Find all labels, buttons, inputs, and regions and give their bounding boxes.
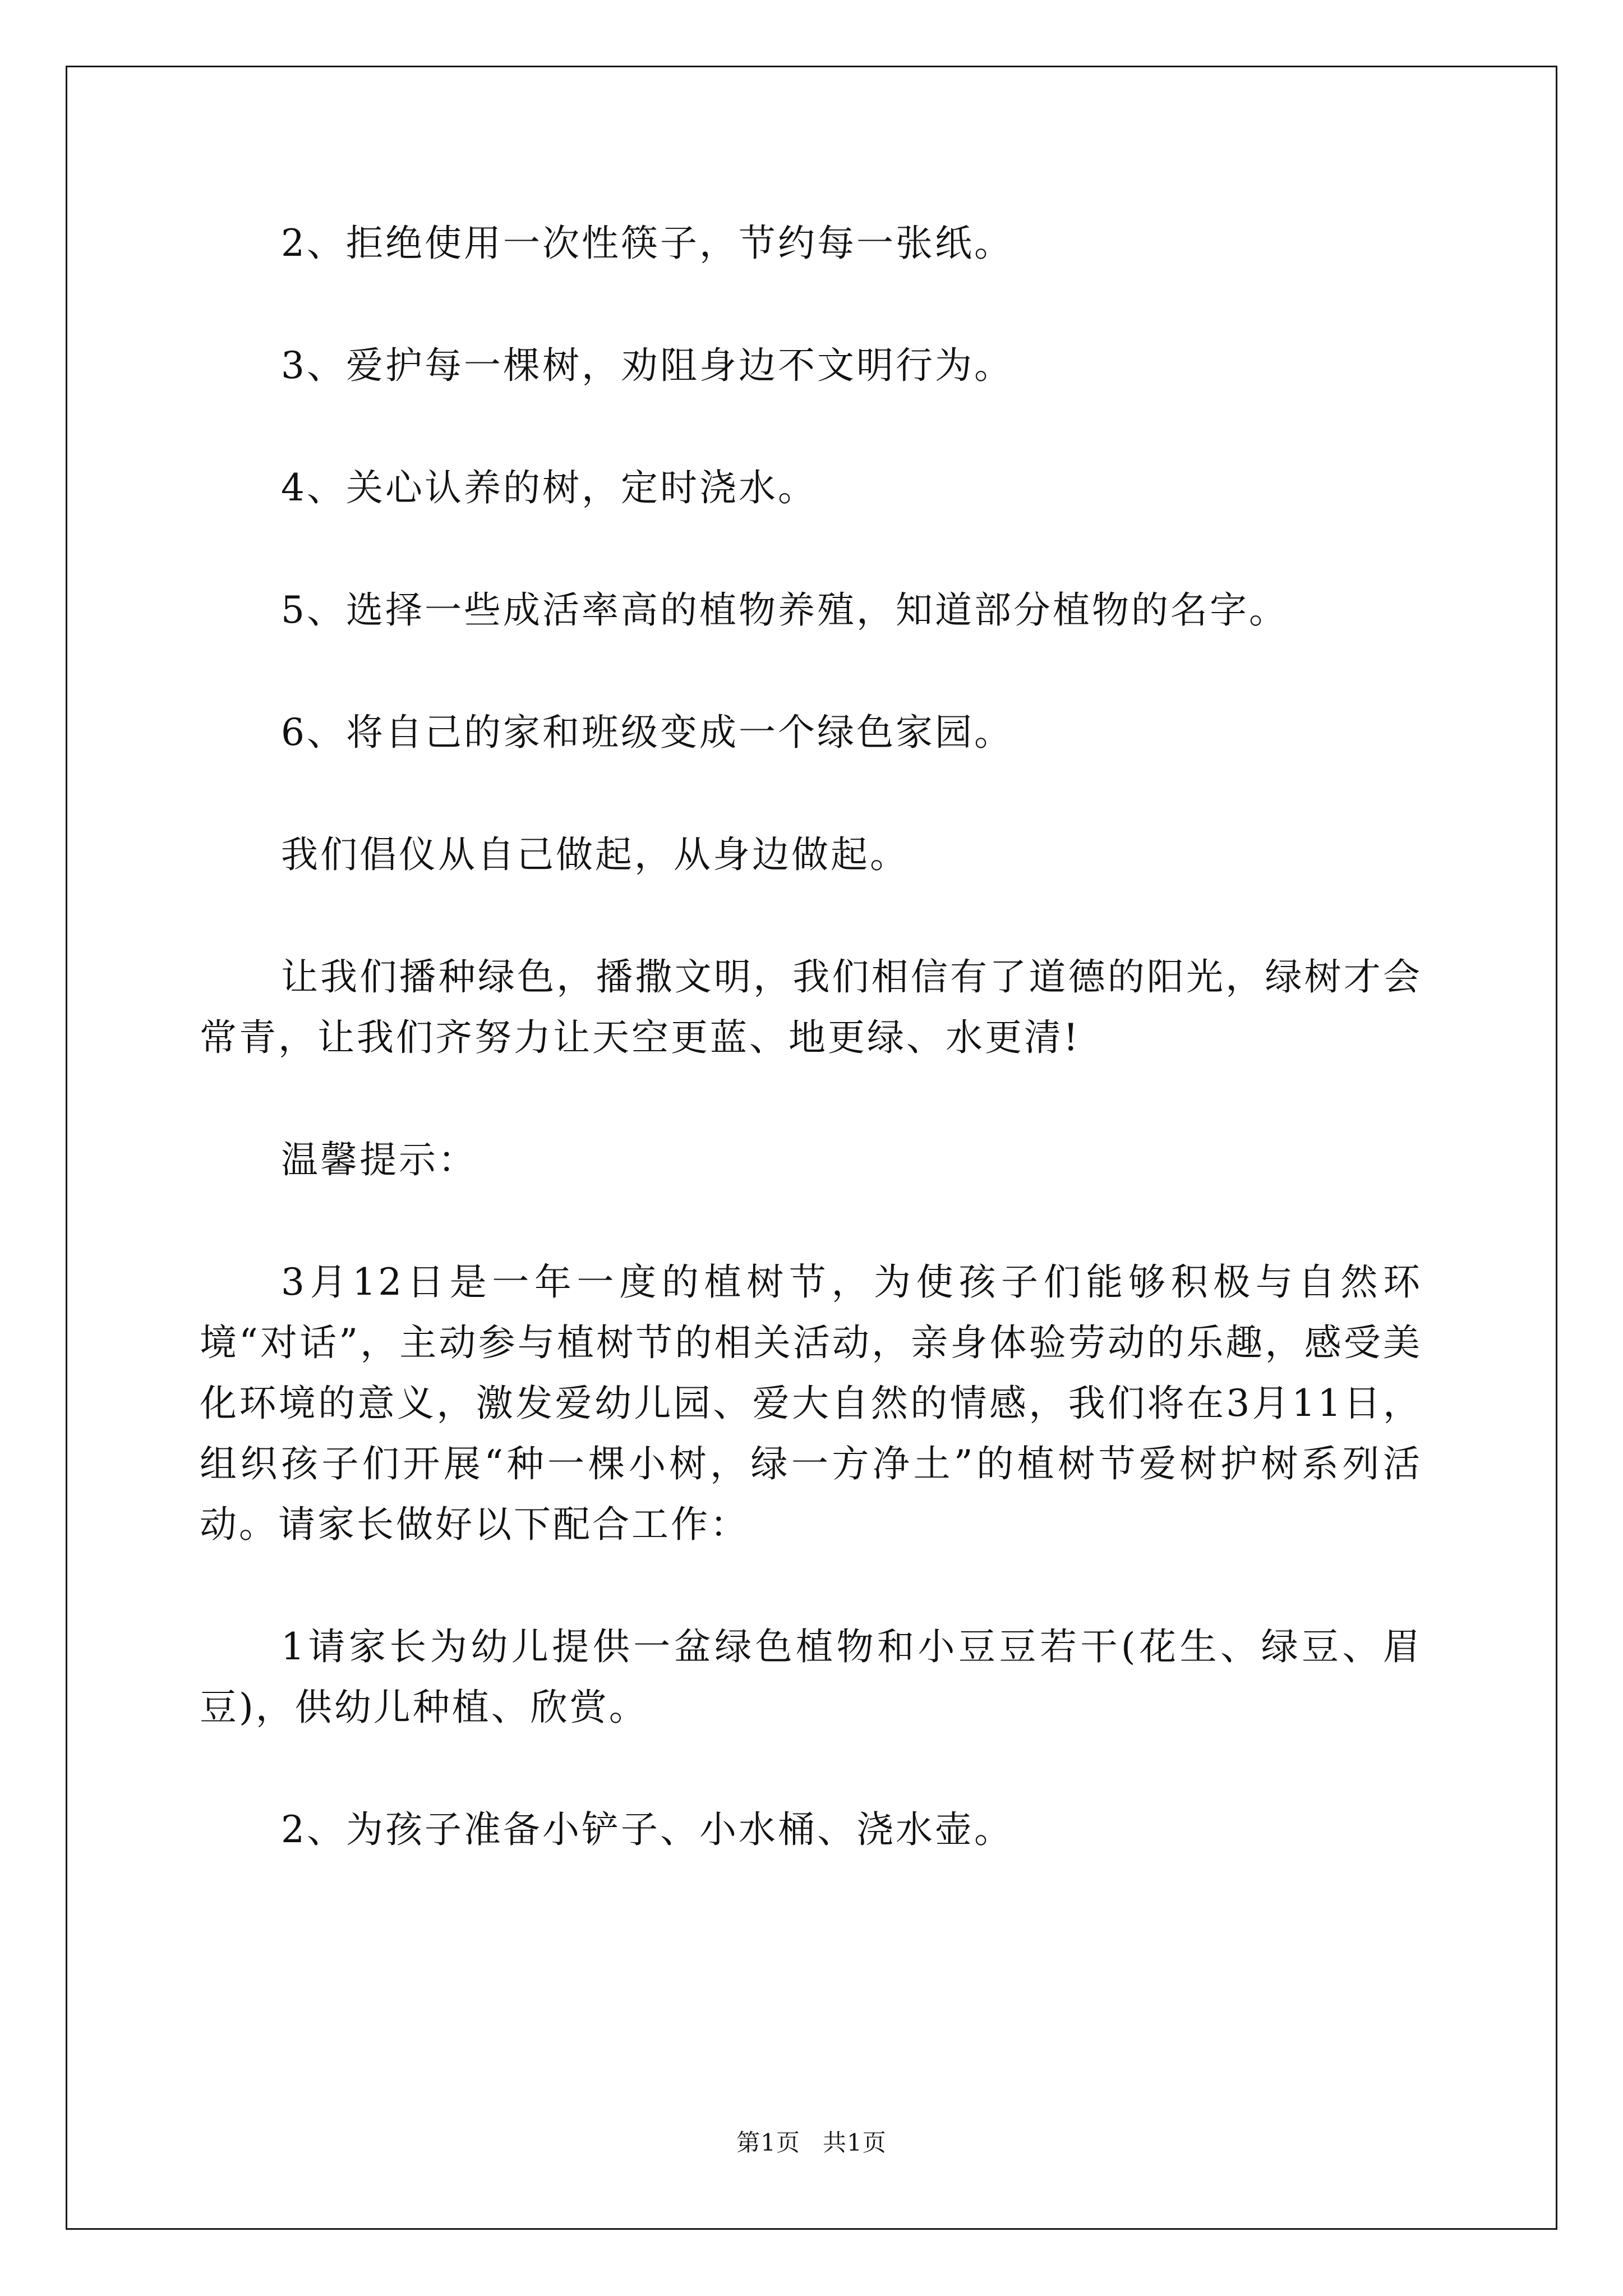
paragraph-item-2: 2、拒绝使用一次性筷子，节约每一张纸。 — [281, 222, 1013, 265]
page-number-total: 共1页 — [823, 2129, 887, 2156]
paragraph-initiative: 我们倡仪从自己做起，从身边做起。 — [281, 833, 909, 876]
page-number-current: 第1页 — [736, 2129, 800, 2156]
paragraph-item-6: 6、将自己的家和班级变成一个绿色家园。 — [281, 711, 1013, 754]
page-footer — [0, 2129, 1623, 2157]
document-body — [200, 213, 1422, 1922]
paragraph-call-to-action: 让我们播种绿色，播撒文明，我们相信有了道德的阳光，绿树才会常青，让我们齐努力让天空更蓝、地更绿、水更清! — [200, 955, 1422, 1059]
paragraph-reminder-body: 3月12日是一年一度的植树节，为使孩子们能够积极与自然环境“对话”，主动参与植树节的相关活动，亲身体验劳动的乐趣，感受美化环境的意义，激发爱幼儿园、爱大自然的情感，我们将在3月11日，组织孩子们开展“种一棵小树，绿一方净土”的植树节爱树护树系列活动。请家长做好以下配合工作： — [200, 1260, 1422, 1546]
paragraph-item-5: 5、选择一些成活率高的植物养殖，知道部分植物的名字。 — [281, 588, 1288, 632]
paragraph-reminder-heading: 温馨提示： — [281, 1138, 477, 1181]
paragraph-item-4: 4、关心认养的树，定时浇水。 — [281, 466, 817, 509]
paragraph-parent-task-2: 2、为孩子准备小铲子、小水桶、浇水壶。 — [281, 1808, 1013, 1851]
paragraph-item-3: 3、爱护每一棵树，劝阻身边不文明行为。 — [281, 344, 1013, 387]
paragraph-parent-task-1: 1请家长为幼儿提供一盆绿色植物和小豆豆若干(花生、绿豆、眉豆)，供幼儿种植、欣赏。 — [200, 1625, 1422, 1729]
